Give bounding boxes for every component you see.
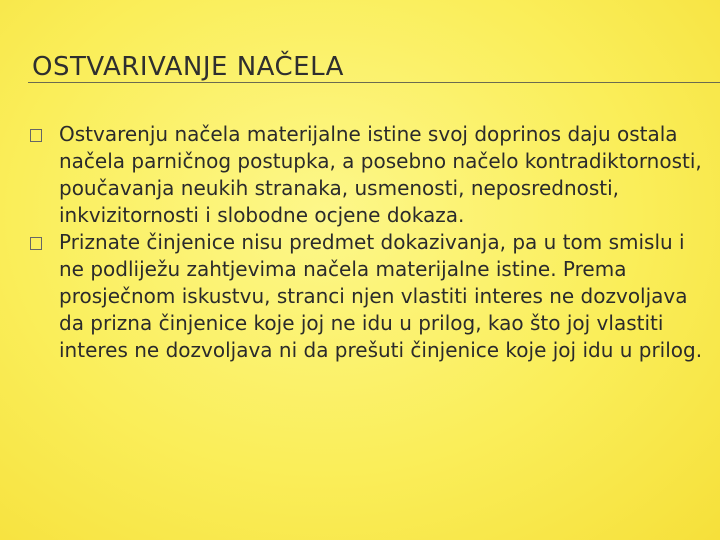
bullet-text: Ostvarenju načela materijalne istine svoj doprinos daju ostala načela parničnog postupka, a posebno načelo kontradiktornosti, poučavanja neukih stranaka, usmenosti, neposrednosti, inkvizitornosti i slobodne ocjene dokaza. — [59, 122, 702, 227]
slide-title: OSTVARIVANJE NAČELA — [32, 52, 344, 82]
bullet-item — [30, 121, 710, 229]
bullet-square-icon — [30, 129, 42, 142]
bullet-text: Priznate činjenice nisu predmet dokazivanja, pa u tom smislu i ne podliježu zahtjevima načela materijalne istine. Prema prosječnom iskustvu, stranci njen vlastiti interes ne dozvoljava da prizna činjenice koje joj ne idu u prilog, kao što joj vlastiti interes ne dozvoljava ni da prešuti činjenice koje joj idu u prilog. — [59, 230, 703, 362]
bullet-list — [30, 121, 710, 364]
title-underline — [28, 82, 720, 83]
bullet-square-icon — [30, 237, 42, 250]
bullet-item — [30, 229, 710, 364]
